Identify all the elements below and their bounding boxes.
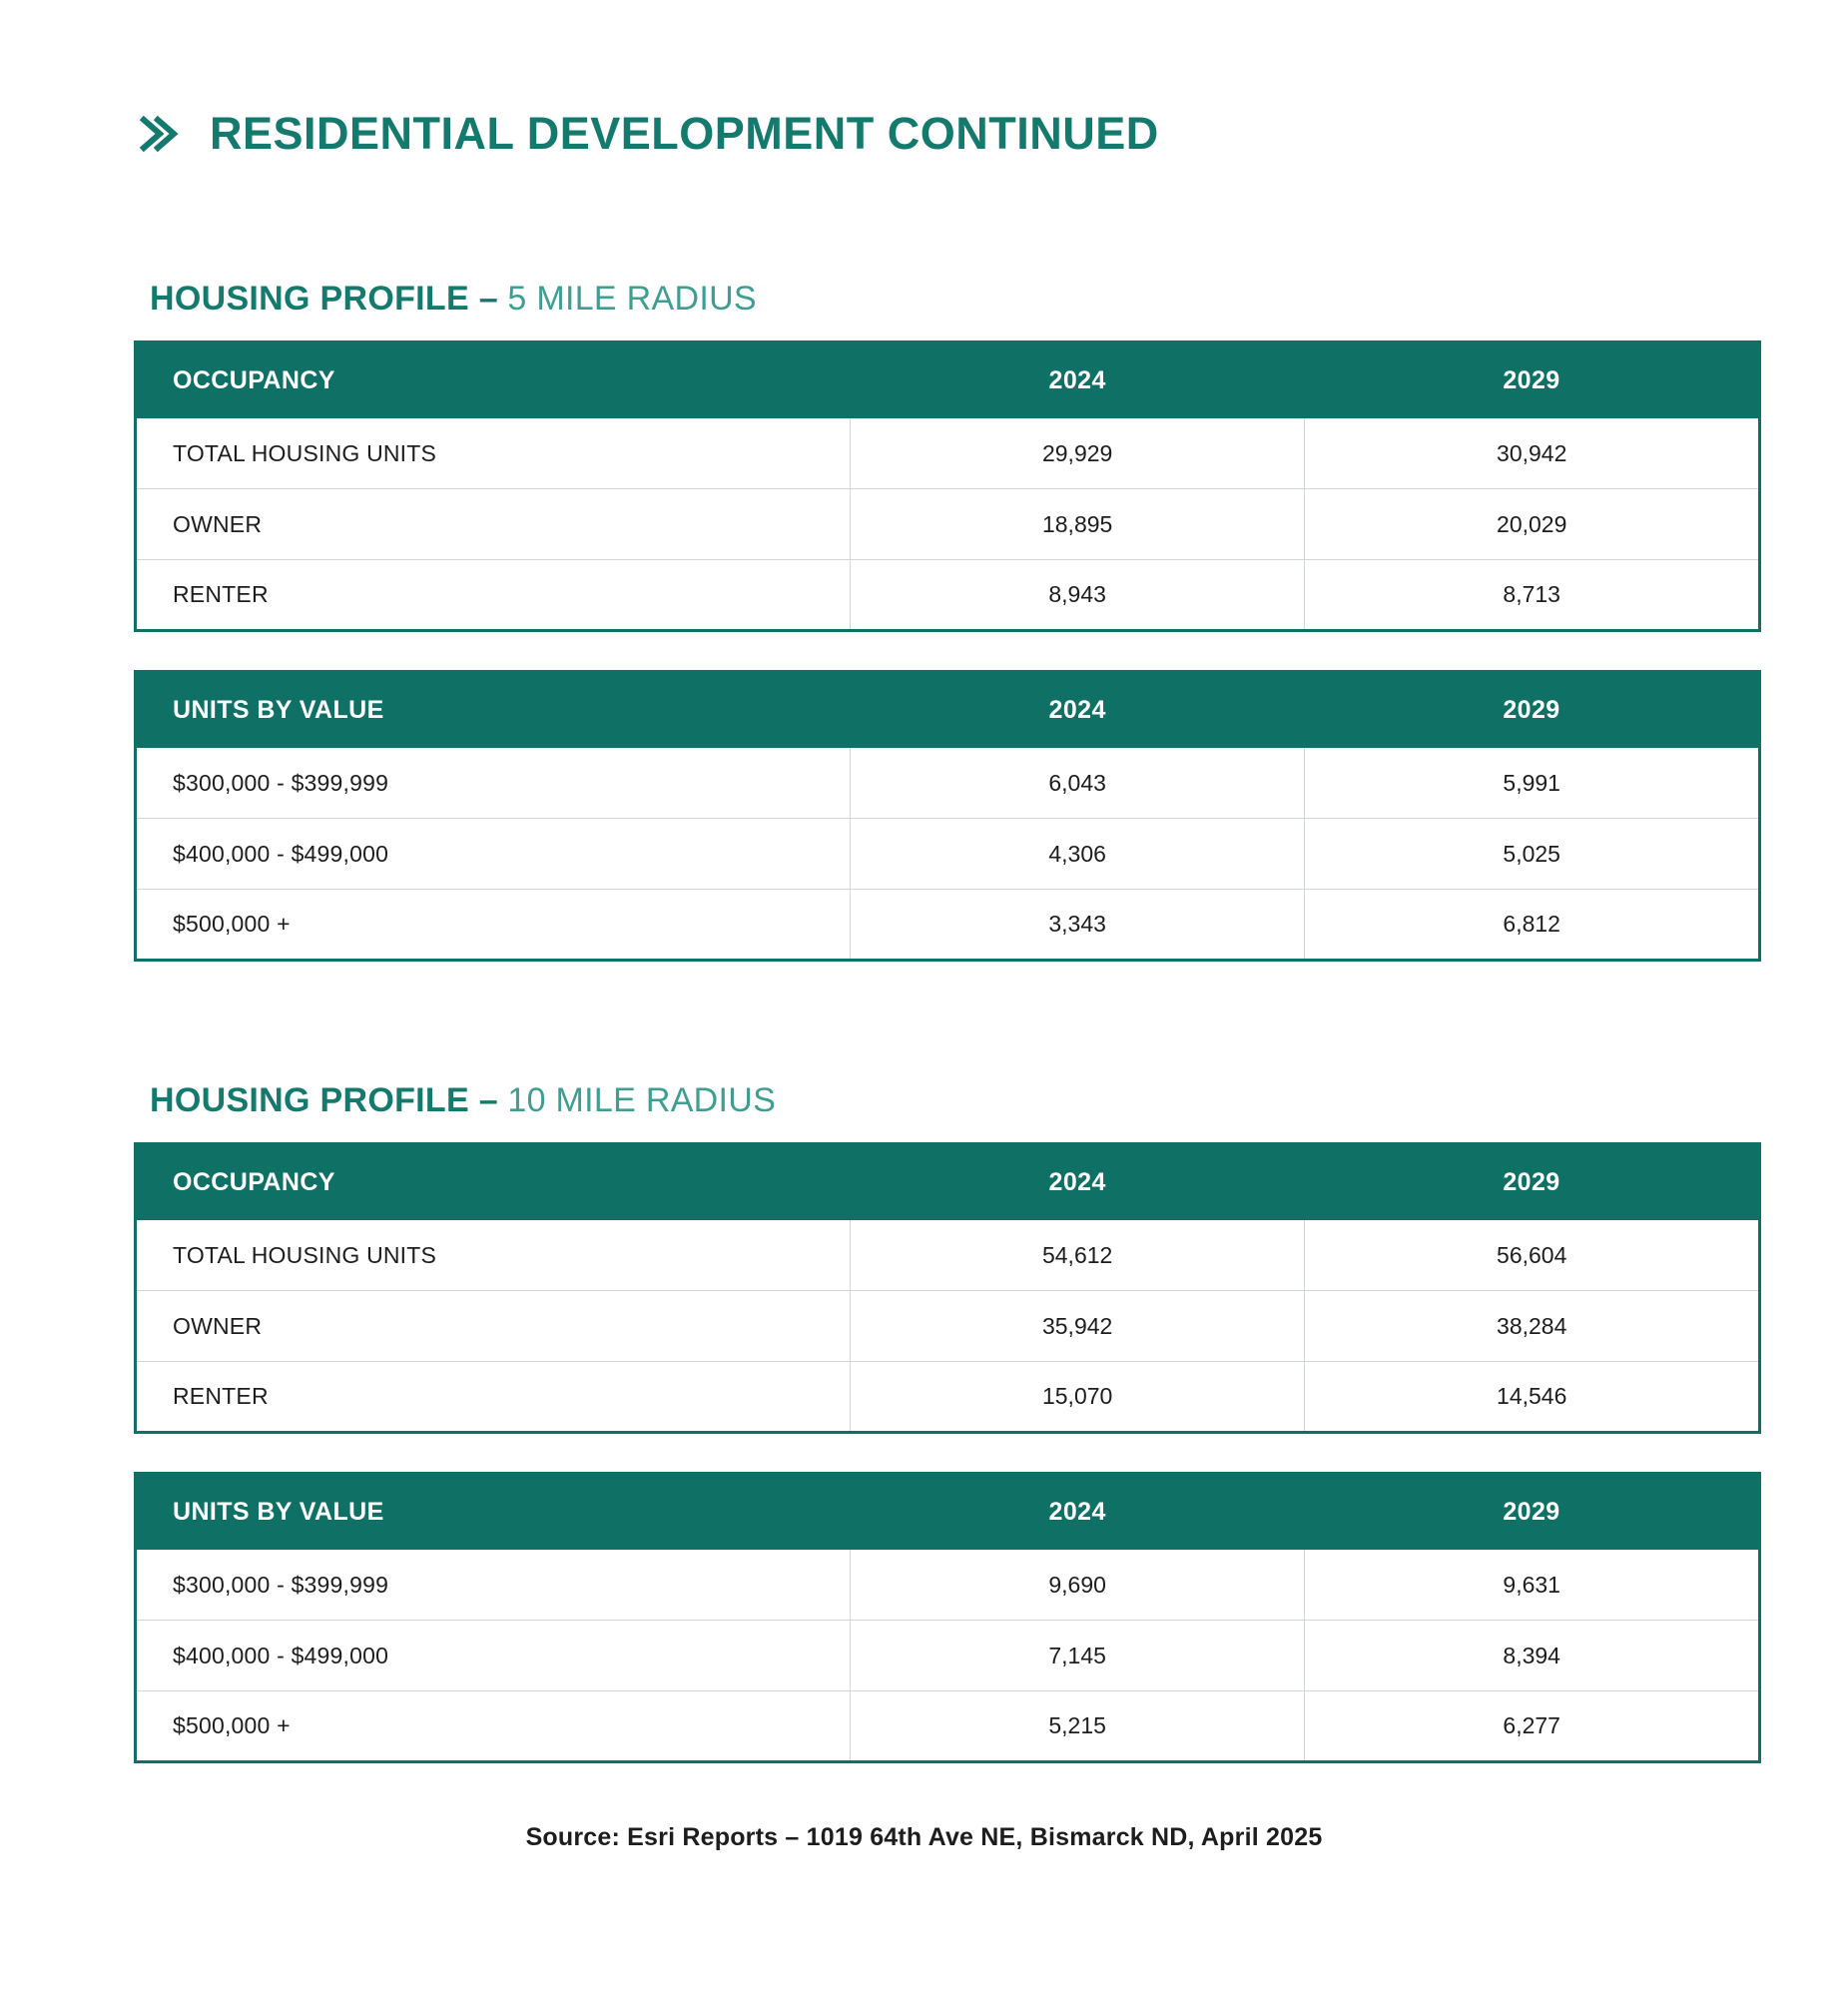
cell-2024: 8,943 bbox=[850, 560, 1305, 631]
section-heading-light: 10 MILE RADIUS bbox=[507, 1081, 777, 1120]
units-by-value-table-5-mile bbox=[134, 670, 1761, 962]
table-row bbox=[136, 1621, 1760, 1691]
section-heading-strong: HOUSING PROFILE – bbox=[150, 1081, 498, 1120]
table-row bbox=[136, 1362, 1760, 1433]
cell-2024: 7,145 bbox=[850, 1621, 1305, 1691]
column-header-2029: 2029 bbox=[1305, 1474, 1760, 1550]
section-heading bbox=[150, 280, 1728, 319]
source-note: Source: Esri Reports – 1019 64th Ave NE, Bismarck ND, April 2025 bbox=[525, 1823, 1323, 1852]
row-label: $400,000 - $499,000 bbox=[136, 819, 851, 890]
cell-2029: 38,284 bbox=[1305, 1291, 1760, 1362]
section-housing-profile-5-mile bbox=[120, 280, 1728, 962]
cell-2024: 29,929 bbox=[850, 418, 1305, 489]
column-header-2024: 2024 bbox=[850, 1474, 1305, 1550]
table-row bbox=[136, 560, 1760, 631]
cell-2024: 9,690 bbox=[850, 1550, 1305, 1621]
section-housing-profile-10-mile bbox=[120, 1081, 1728, 1763]
cell-2029: 56,604 bbox=[1305, 1220, 1760, 1291]
column-header-2029: 2029 bbox=[1305, 1144, 1760, 1220]
double-chevron-right-icon bbox=[138, 112, 182, 156]
cell-2029: 9,631 bbox=[1305, 1550, 1760, 1621]
table-header-row bbox=[136, 672, 1760, 748]
table-row bbox=[136, 1691, 1760, 1762]
cell-2029: 14,546 bbox=[1305, 1362, 1760, 1433]
row-label: $500,000 + bbox=[136, 1691, 851, 1762]
row-label: TOTAL HOUSING UNITS bbox=[136, 418, 851, 489]
cell-2024: 54,612 bbox=[850, 1220, 1305, 1291]
section-heading-light: 5 MILE RADIUS bbox=[507, 280, 757, 319]
cell-2029: 5,991 bbox=[1305, 748, 1760, 819]
cell-2029: 30,942 bbox=[1305, 418, 1760, 489]
row-label: $500,000 + bbox=[136, 890, 851, 961]
cell-2029: 8,394 bbox=[1305, 1621, 1760, 1691]
table-row bbox=[136, 1291, 1760, 1362]
table-header-row bbox=[136, 1144, 1760, 1220]
column-header-2029: 2029 bbox=[1305, 672, 1760, 748]
page-title: RESIDENTIAL DEVELOPMENT CONTINUED bbox=[210, 108, 1159, 160]
row-label: TOTAL HOUSING UNITS bbox=[136, 1220, 851, 1291]
column-header-2024: 2024 bbox=[850, 1144, 1305, 1220]
cell-2029: 6,812 bbox=[1305, 890, 1760, 961]
cell-2024: 6,043 bbox=[850, 748, 1305, 819]
units-by-value-table-10-mile bbox=[134, 1472, 1761, 1763]
table-row bbox=[136, 748, 1760, 819]
cell-2029: 20,029 bbox=[1305, 489, 1760, 560]
page-header bbox=[138, 78, 1728, 190]
row-label: $300,000 - $399,999 bbox=[136, 1550, 851, 1621]
table-row bbox=[136, 890, 1760, 961]
column-header-category: UNITS BY VALUE bbox=[136, 1474, 851, 1550]
table-header-row bbox=[136, 1474, 1760, 1550]
row-label: OWNER bbox=[136, 489, 851, 560]
column-header-category: UNITS BY VALUE bbox=[136, 672, 851, 748]
row-label: RENTER bbox=[136, 560, 851, 631]
table-row bbox=[136, 1220, 1760, 1291]
occupancy-table-10-mile bbox=[134, 1142, 1761, 1434]
column-header-2024: 2024 bbox=[850, 342, 1305, 418]
cell-2029: 5,025 bbox=[1305, 819, 1760, 890]
cell-2029: 6,277 bbox=[1305, 1691, 1760, 1762]
cell-2024: 4,306 bbox=[850, 819, 1305, 890]
cell-2024: 3,343 bbox=[850, 890, 1305, 961]
column-header-2024: 2024 bbox=[850, 672, 1305, 748]
section-heading-strong: HOUSING PROFILE – bbox=[150, 280, 498, 319]
column-header-category: OCCUPANCY bbox=[136, 1144, 851, 1220]
column-header-2029: 2029 bbox=[1305, 342, 1760, 418]
cell-2024: 5,215 bbox=[850, 1691, 1305, 1762]
column-header-category: OCCUPANCY bbox=[136, 342, 851, 418]
row-label: RENTER bbox=[136, 1362, 851, 1433]
section-heading bbox=[150, 1081, 1728, 1120]
occupancy-table-5-mile bbox=[134, 340, 1761, 632]
cell-2029: 8,713 bbox=[1305, 560, 1760, 631]
table-row bbox=[136, 489, 1760, 560]
row-label: $400,000 - $499,000 bbox=[136, 1621, 851, 1691]
table-row bbox=[136, 1550, 1760, 1621]
table-row bbox=[136, 819, 1760, 890]
row-label: OWNER bbox=[136, 1291, 851, 1362]
cell-2024: 15,070 bbox=[850, 1362, 1305, 1433]
table-row bbox=[136, 418, 1760, 489]
cell-2024: 18,895 bbox=[850, 489, 1305, 560]
table-header-row bbox=[136, 342, 1760, 418]
cell-2024: 35,942 bbox=[850, 1291, 1305, 1362]
row-label: $300,000 - $399,999 bbox=[136, 748, 851, 819]
